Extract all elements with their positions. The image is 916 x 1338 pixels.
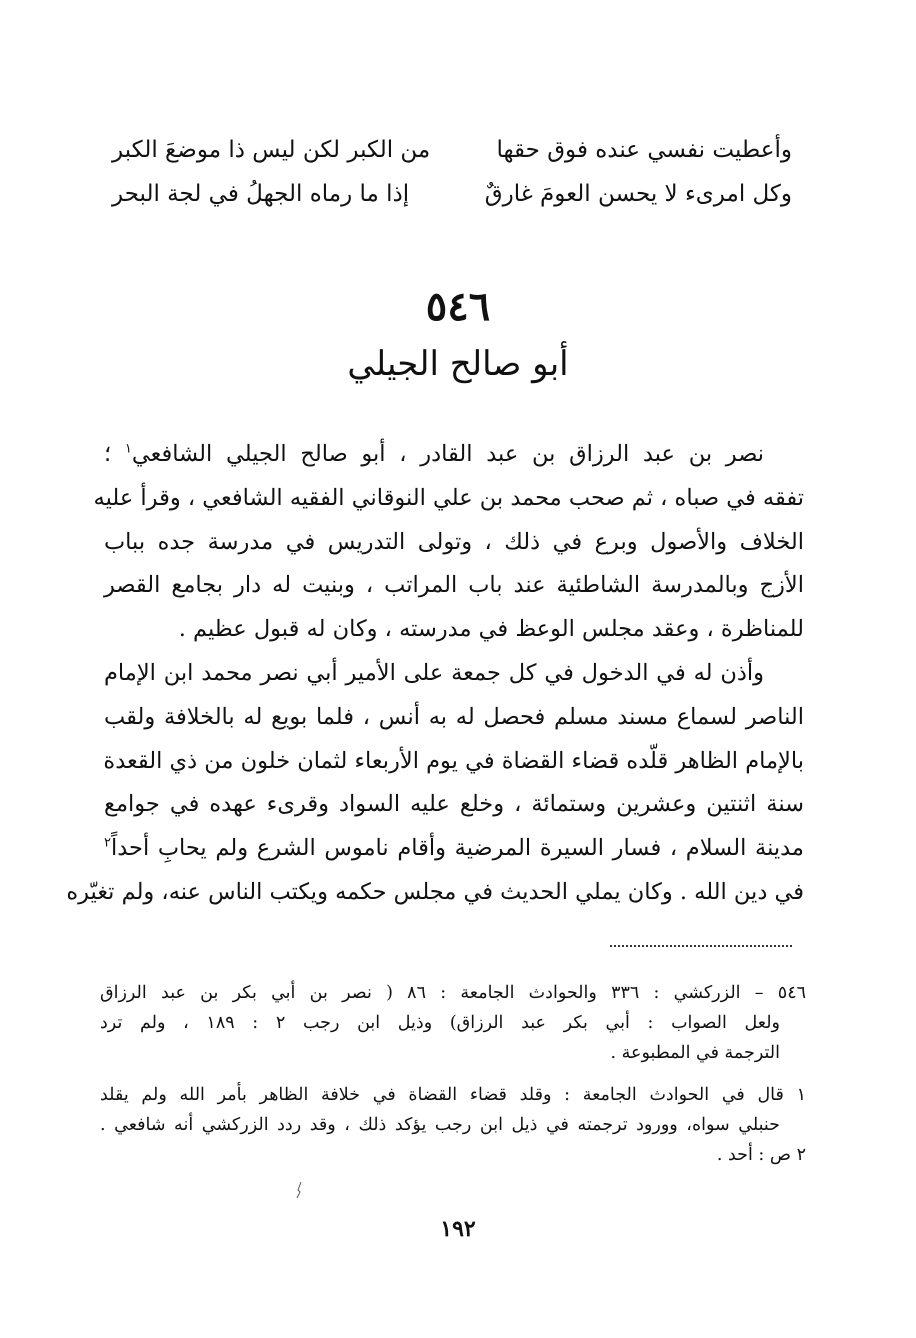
footnote-2 xyxy=(100,1140,806,1170)
hemistich-first: وكل امرىء لا يحسن العومَ غارقٌ xyxy=(484,181,792,207)
body-line xyxy=(104,433,804,477)
print-speck-icon xyxy=(292,1180,306,1200)
poem-block xyxy=(112,128,792,216)
hemistich-second: إذا ما رماه الجهلُ في لجة البحر xyxy=(112,181,410,207)
body-line: في دين الله . وكان يملي الحديث في مجلس حكمه ويكتب الناس عنه، ولم تغيّره xyxy=(66,878,804,905)
body-line-text: نصر بن عبد الرزاق بن عبد القادر ، أبو صالح الجيلي الشافعي xyxy=(131,441,764,467)
footnote-marker: ١ xyxy=(124,441,132,457)
body-line xyxy=(104,827,804,871)
body-line: وأذن له في الدخول في كل جمعة على الأمير أبي نصر محمد ابن الإمام xyxy=(104,659,764,686)
footnote-line: ٢ ص : أحد . xyxy=(716,1145,806,1165)
footnote-marker: ٢ xyxy=(104,835,111,851)
poem-verse xyxy=(112,128,792,172)
poem-verse xyxy=(112,172,792,216)
footnote-entry-source xyxy=(100,978,806,1068)
page-number: ١٩٢ xyxy=(440,1216,476,1242)
footnotes xyxy=(100,978,806,1170)
footnote-line: حنبلي سواه، وورود ترجمته في ذيل ابن رجب يؤكد ذلك ، وقد ردد الزركشي أنه شافعي . xyxy=(100,1115,780,1135)
footnote-1 xyxy=(100,1080,806,1140)
body-line: تفقه في صباه ، ثم صحب محمد بن علي النوقاني الفقيه الشافعي ، وقرأ عليه xyxy=(93,484,804,511)
entry-number: ٥٤٦ xyxy=(425,283,491,330)
body-line: سنة اثنتين وعشرين وستمائة ، وخلع عليه السواد وقرىء عهده في جوامع xyxy=(104,791,804,818)
footnote-line: ٥٤٦ – الزركشي : ٣٣٦ والحوادث الجامعة : ٨٦ ( نصر بن أبي بكر بن عبد الرزاق xyxy=(100,983,806,1003)
body-text xyxy=(66,433,804,915)
body-line: بالإمام الظاهر قلّده قضاء القضاة في يوم الأربعاء لثمان خلون من ذي القعدة xyxy=(103,747,804,774)
footnote-line: الترجمة في المطبوعة . xyxy=(610,1043,780,1063)
hemistich-first: وأعطيت نفسي عنده فوق حقها xyxy=(496,137,792,163)
body-line-tail: ؛ xyxy=(104,441,125,467)
footnote-line: ولعل الصواب : أبي بكر عبد الرزاق) وذيل ابن رجب ٢ : ١٨٩ ، ولم ترد xyxy=(100,1013,780,1033)
body-line: الأزج وبالمدرسة الشاطئية عند باب المراتب ، وبنيت له دار بجامع القصر xyxy=(104,572,804,599)
body-line-text: مدينة السلام ، فسار السيرة المرضية وأقام ناموس الشرع ولم يحابِ أحداً xyxy=(110,835,804,862)
footnote-gap xyxy=(100,1068,806,1080)
hemistich-second: من الكبر لكن ليس ذا موضعَ الكبر xyxy=(112,137,431,163)
body-line: للمناظرة ، وعقد مجلس الوعظ في مدرسته ، وكان له قبول عظيم . xyxy=(178,616,804,643)
footnote-line: ١ قال في الحوادث الجامعة : وقلد قضاء القضاة في خلافة الظاهر بأمر الله ولم يقلد xyxy=(100,1085,806,1105)
body-line: الناصر لسماع مسند مسلم فحصل له به أنس ، فلما بويع له بالخلافة ولقب xyxy=(104,703,804,730)
footnote-separator xyxy=(610,945,792,947)
body-line: الخلاف والأصول وبرع في ذلك ، وتولى التدريس في مدرسة جده بباب xyxy=(104,528,804,555)
entry-title: أبو صالح الجيلي xyxy=(347,344,569,384)
